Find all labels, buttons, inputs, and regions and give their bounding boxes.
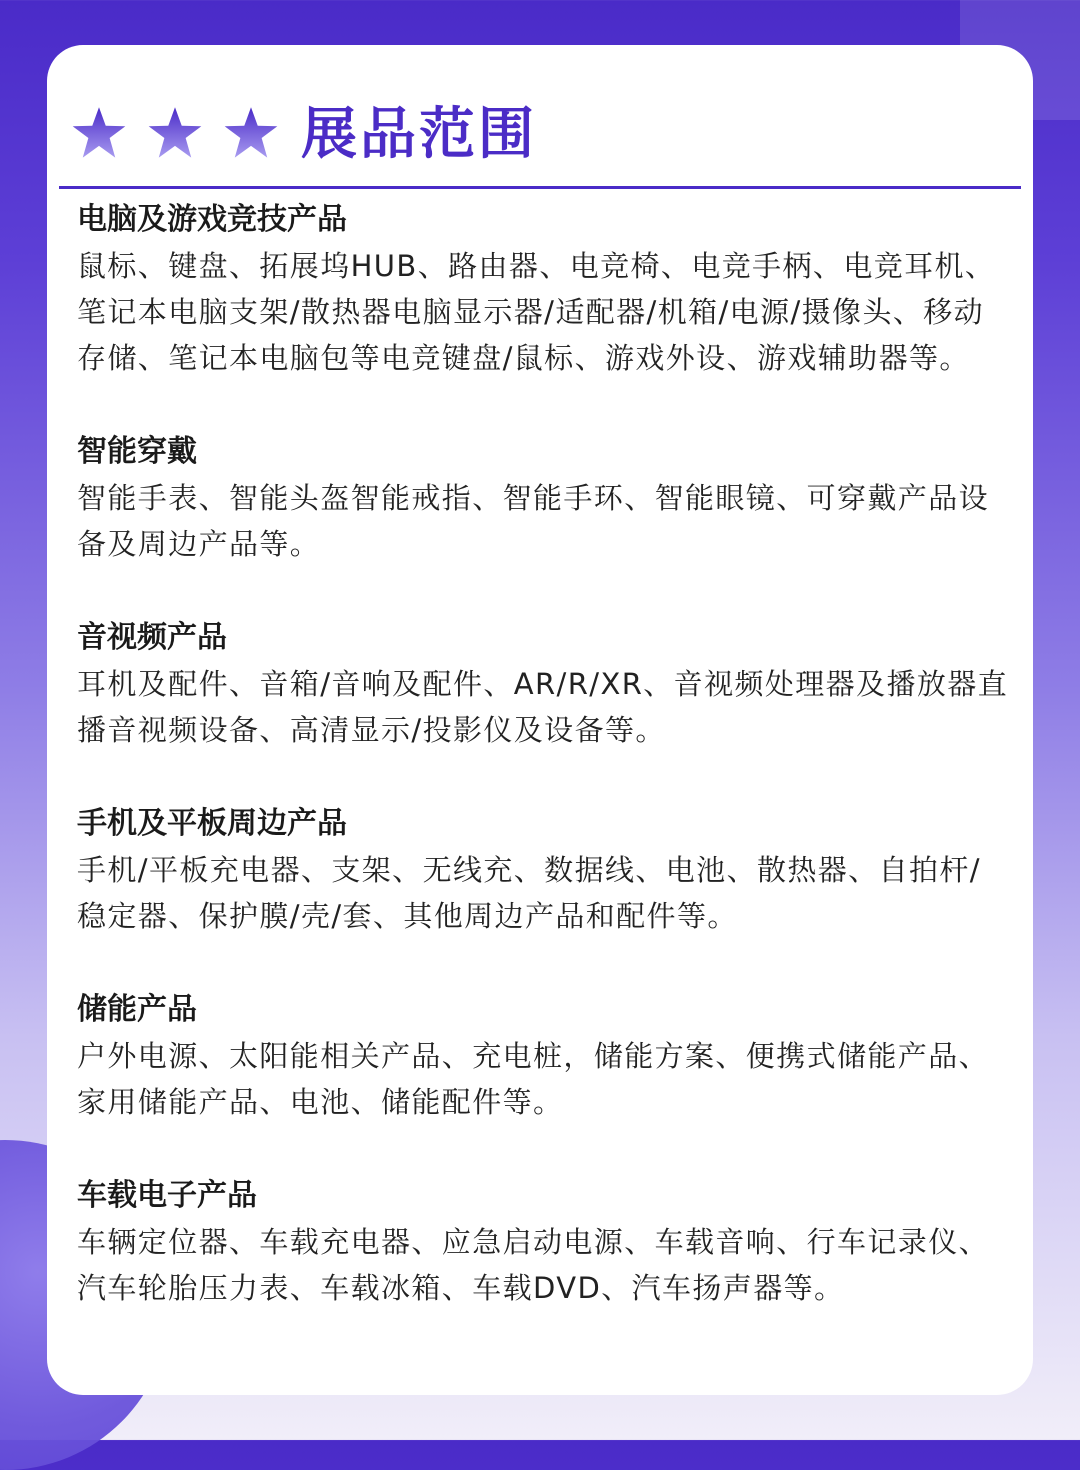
category-section xyxy=(77,801,1009,939)
category-description: 鼠标、键盘、拓展坞HUB、路由器、电竞椅、电竞手柄、电竞耳机、笔记本电脑支架/散热器电脑显示器/适配器/机箱/电源/摄像头、移动存储、笔记本电脑包等电竞键盘/鼠标、游戏外设、游戏辅助器等。 xyxy=(77,249,996,375)
category-description: 户外电源、太阳能相关产品、充电桩，储能方案、便携式储能产品、家用储能产品、电池、储能配件等。 xyxy=(77,1039,990,1119)
category-title: 音视频产品 xyxy=(77,620,227,655)
category-section xyxy=(77,987,1009,1125)
category-title: 手机及平板周边产品 xyxy=(77,806,347,841)
header-divider xyxy=(59,186,1021,189)
category-description: 耳机及配件、音箱/音响及配件、AR/R/XR、音视频处理器及播放器直播音视频设备、高清显示/投影仪及设备等。 xyxy=(77,667,1009,747)
category-description: 车辆定位器、车载充电器、应急启动电源、车载音响、行车记录仪、汽车轮胎压力表、车载冰箱、车载DVD、汽车扬声器等。 xyxy=(77,1225,990,1305)
category-description: 智能手表、智能头盔智能戒指、智能手环、智能眼镜、可穿戴产品设备及周边产品等。 xyxy=(77,481,990,561)
category-section xyxy=(77,429,1009,567)
exhibit-list xyxy=(77,197,1009,1359)
category-title: 车载电子产品 xyxy=(77,1178,257,1213)
star-icon xyxy=(147,105,203,161)
star-icon xyxy=(223,105,279,161)
category-title: 电脑及游戏竞技产品 xyxy=(77,202,347,237)
card-header xyxy=(47,45,1033,190)
category-title: 智能穿戴 xyxy=(77,434,197,469)
page-title: 展品范围 xyxy=(301,102,537,167)
category-section xyxy=(77,1173,1009,1311)
star-row xyxy=(71,105,279,161)
category-section xyxy=(77,615,1009,753)
content-card xyxy=(47,45,1033,1395)
star-icon xyxy=(71,105,127,161)
category-description: 手机/平板充电器、支架、无线充、数据线、电池、散热器、自拍杆/稳定器、保护膜/壳/套、其他周边产品和配件等。 xyxy=(77,853,981,933)
category-section xyxy=(77,197,1009,381)
category-title: 储能产品 xyxy=(77,992,197,1027)
